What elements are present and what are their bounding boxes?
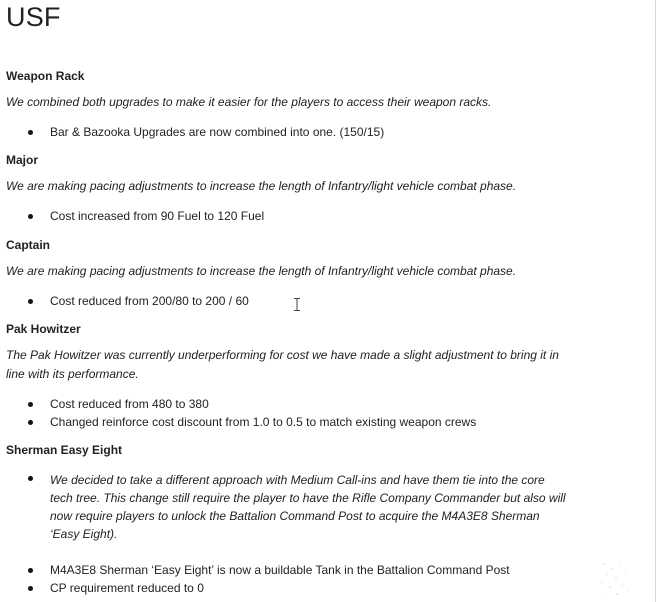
list-item-text: M4A3E8 Sherman ‘Easy Eight’ is now a buildable Tank in the Battalion Command Post bbox=[50, 563, 510, 577]
list-item-text: Cost reduced from 200/80 to 200 / 60 bbox=[50, 294, 249, 308]
list-item-text: Cost increased from 90 Fuel to 120 Fuel bbox=[50, 209, 265, 223]
list-item-text: CP requirement reduced to 0 bbox=[50, 581, 204, 595]
section-heading-major: Major bbox=[6, 153, 39, 167]
bullet-dot-icon bbox=[28, 130, 33, 135]
list-item-text-line-2: tech tree. This change still require the player to have the Rifle Company Commander but also will bbox=[50, 491, 566, 505]
bullet-dot-icon bbox=[28, 402, 33, 407]
page-title: USF bbox=[6, 2, 61, 32]
noise-speckle-decoration bbox=[598, 560, 638, 598]
section-description-captain: We are making pacing adjustments to increase the length of Infantry/light vehicle combat phase. bbox=[6, 264, 517, 278]
section-description-weapon-rack: We combined both upgrades to make it easier for the players to access their weapon racks. bbox=[6, 95, 492, 109]
list-item-text: Bar & Bazooka Upgrades are now combined into one. (150/15) bbox=[50, 125, 385, 139]
section-description-major: We are making pacing adjustments to increase the length of Infantry/light vehicle combat phase. bbox=[6, 179, 517, 193]
section-description-pak-howitzer-line-2: line with its performance. bbox=[6, 367, 139, 381]
bullet-dot-icon bbox=[28, 586, 33, 591]
section-heading-captain: Captain bbox=[6, 238, 51, 252]
bullet-dot-icon bbox=[28, 299, 33, 304]
list-item-text-line-1: We decided to take a different approach with Medium Call-ins and have them tie into the core bbox=[50, 473, 545, 487]
bullet-dot-icon bbox=[28, 420, 33, 425]
section-heading-sherman-easy-eight: Sherman Easy Eight bbox=[6, 443, 123, 457]
list-item-text-line-4: ‘Easy Eight). bbox=[50, 527, 118, 541]
list-item-text: Changed reinforce cost discount from 1.0 to 0.5 to match existing weapon crews bbox=[50, 415, 477, 429]
bullet-dot-icon bbox=[28, 214, 33, 219]
bullet-dot-icon bbox=[28, 476, 33, 481]
bullet-dot-icon bbox=[28, 568, 33, 573]
section-heading-weapon-rack: Weapon Rack bbox=[6, 69, 85, 83]
list-item-text: Cost reduced from 480 to 380 bbox=[50, 397, 209, 411]
list-item-text-line-3: now require players to unlock the Battalion Command Post to acquire the M4A3E8 Sherman bbox=[50, 509, 540, 523]
section-heading-pak-howitzer: Pak Howitzer bbox=[6, 322, 81, 336]
text-cursor-icon bbox=[293, 298, 301, 311]
section-description-pak-howitzer-line-1: The Pak Howitzer was currently underperforming for cost we have made a slight adjustment to bring it in bbox=[6, 348, 559, 362]
